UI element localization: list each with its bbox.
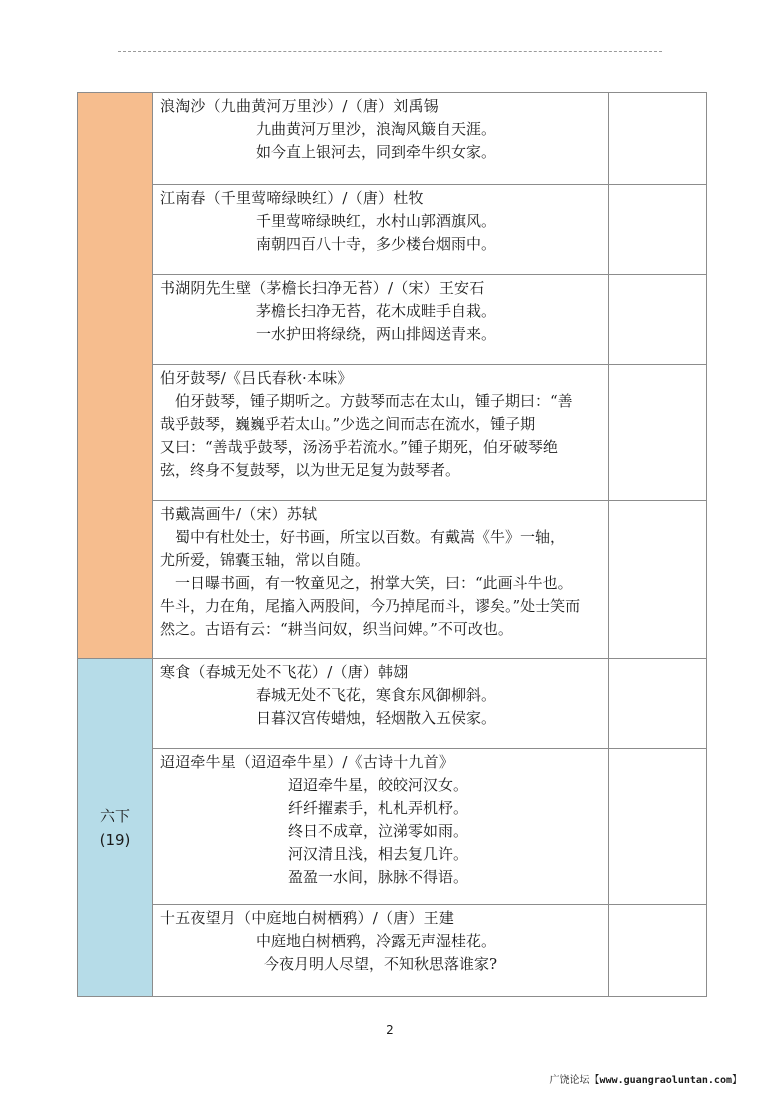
footer-watermark [550, 1071, 742, 1086]
poem-line: 今夜月明人尽望，不知秋思落谁家? [264, 955, 498, 973]
poem-title-text: 江南春（千里莺啼绿映红）/（唐）杜牧 [160, 189, 424, 207]
table-row [78, 185, 707, 275]
grade-cell-blue [78, 659, 153, 997]
poem-line: 蜀中有杜处士，好书画，所宝以百数。有戴嵩《牛》一轴， [160, 528, 566, 546]
poem-title-text: 书湖阴先生壁（茅檐长扫净无苔）/（宋）王安石 [160, 279, 485, 297]
footer-site: 广饶论坛【 [549, 1075, 600, 1086]
page-number: 2 [386, 1023, 394, 1037]
empty-cell [609, 365, 707, 501]
table-row [78, 275, 707, 365]
poem-title-text: 伯牙鼓琴/《吕氏春秋·本味》 [160, 369, 353, 387]
poem-line: 春城无处不飞花，寒食东风御柳斜。 [256, 686, 497, 704]
empty-cell [609, 659, 707, 749]
poem-title [160, 95, 608, 118]
empty-cell [609, 185, 707, 275]
poem-line: 迢迢牵牛星，皎皎河汉女。 [288, 776, 469, 794]
empty-cell [609, 275, 707, 365]
poem-cell [153, 275, 609, 365]
poem-title [160, 751, 608, 774]
poem-line: 一水护田将绿绕，两山排闼送青来。 [256, 325, 497, 343]
poem-line: 纤纤擢素手，札札弄机杼。 [288, 799, 469, 817]
table-row [78, 905, 707, 997]
poem-line: 又曰：“善哉乎鼓琴，汤汤乎若流水。”锺子期死，伯牙破琴绝 [160, 438, 558, 456]
table-row [78, 749, 707, 905]
poem-title [160, 277, 608, 300]
poem-line: 一日曝书画，有一牧童见之，拊掌大笑，曰：“此画斗牛也。 [160, 574, 573, 592]
poem-line: 牛斗，力在角，尾搐入两股间，今乃掉尾而斗，谬矣。”处士笑而 [160, 597, 581, 615]
poem-table [77, 92, 707, 997]
poem-line: 日暮汉宫传蜡烛，轻烟散入五侯家。 [256, 709, 497, 727]
poem-cell [153, 905, 609, 997]
poem-cell [153, 185, 609, 275]
poem-title-text: 寒食（春城无处不飞花）/（唐）韩翃 [160, 663, 409, 681]
table-row [78, 93, 707, 185]
poem-title-text: 迢迢牵牛星（迢迢牵牛星）/《古诗十九首》 [160, 753, 455, 771]
empty-cell [609, 93, 707, 185]
poem-line: 如今直上银河去，同到牵牛织女家。 [256, 143, 497, 161]
poem-line: 伯牙鼓琴，锺子期听之。方鼓琴而志在太山，锺子期曰：“善 [160, 392, 573, 410]
poem-title [160, 661, 608, 684]
grade-label: 六下 [99, 806, 130, 825]
header-rule [118, 51, 662, 52]
poem-line: 盈盈一水间，脉脉不得语。 [288, 868, 469, 886]
poem-line: 中庭地白树栖鸦，冷露无声湿桂花。 [256, 932, 497, 950]
empty-cell [609, 749, 707, 905]
poem-title-text: 浪淘沙（九曲黄河万里沙）/（唐）刘禹锡 [160, 97, 439, 115]
poem-title [160, 187, 608, 210]
poem-line: 弦，终身不复鼓琴，以为世无足复为鼓琴者。 [160, 461, 461, 479]
poem-cell [153, 749, 609, 905]
empty-cell [609, 905, 707, 997]
grade-count: (19) [99, 830, 131, 849]
poem-title [160, 503, 608, 526]
poem-title-text: 书戴嵩画牛/（宋）苏轼 [160, 505, 318, 523]
poem-cell [153, 93, 609, 185]
poem-line: 千里莺啼绿映红，水村山郭酒旗风。 [256, 212, 497, 230]
poem-line: 尤所爱，锦囊玉轴，常以自随。 [160, 551, 371, 569]
poem-title [160, 907, 608, 930]
poem-line: 九曲黄河万里沙，浪淘风簸自天涯。 [256, 120, 497, 138]
footer-close: 】 [732, 1075, 742, 1086]
poem-line: 然之。古语有云：“耕当问奴，织当问婢。”不可改也。 [160, 620, 513, 638]
poem-line: 南朝四百八十寺，多少楼台烟雨中。 [256, 235, 497, 253]
poem-cell [153, 365, 609, 501]
table-row [78, 501, 707, 659]
poem-cell [153, 501, 609, 659]
grade-cell-orange [78, 93, 153, 659]
footer-url[interactable]: www.guangraoluntan.com [599, 1075, 732, 1086]
poem-cell [153, 659, 609, 749]
empty-cell [609, 501, 707, 659]
poem-title-text: 十五夜望月（中庭地白树栖鸦）/（唐）王建 [160, 909, 455, 927]
poem-line: 河汉清且浅，相去复几许。 [288, 845, 469, 863]
poem-line: 哉乎鼓琴，巍巍乎若太山。”少选之间而志在流水，锺子期 [160, 415, 536, 433]
poem-title [160, 367, 608, 390]
table-row [78, 365, 707, 501]
poem-line: 茅檐长扫净无苔，花木成畦手自栽。 [256, 302, 497, 320]
poem-line: 终日不成章，泣涕零如雨。 [288, 822, 469, 840]
table-row [78, 659, 707, 749]
